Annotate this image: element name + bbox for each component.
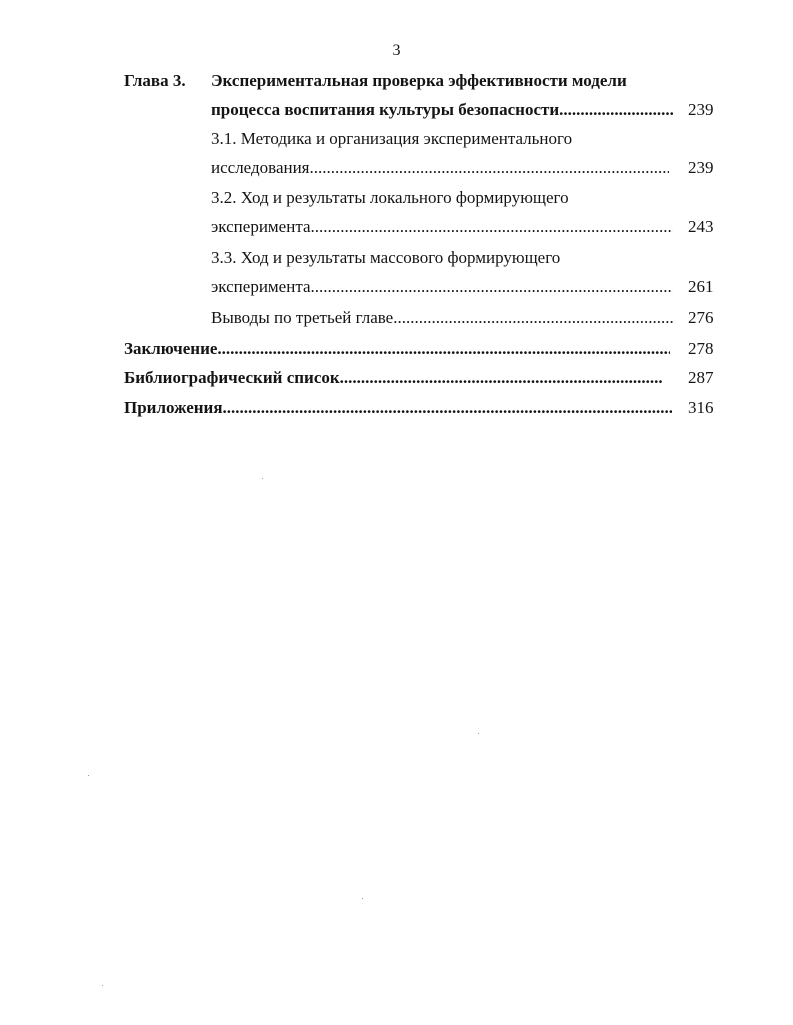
chapter-title-line2-text: процесса воспитания культуры безопасности: [211, 100, 560, 119]
scan-speck: [262, 478, 263, 479]
dot-leader: [311, 276, 673, 298]
scan-speck: [362, 898, 363, 899]
chapter-title-line1: Экспериментальная проверка эффективности модели: [211, 71, 627, 90]
section-3-3-line2-text: эксперимента: [211, 277, 311, 296]
appendices-text: Приложения: [124, 398, 223, 417]
conclusion-text: Заключение: [124, 339, 218, 358]
appendices-entry: [124, 397, 672, 419]
section-3-1-line2-text: исследования: [211, 158, 310, 177]
chapter-conclusion-text: Выводы по третьей главе: [211, 308, 394, 327]
dot-leader: [559, 99, 673, 121]
section-3-2-page: 243: [688, 217, 714, 236]
section-3-2-line2-text: эксперимента: [211, 217, 311, 236]
scan-speck: [478, 733, 479, 734]
bibliography-page: 287: [688, 368, 714, 387]
dot-leader: [217, 338, 670, 360]
chapter-label: Глава 3.: [124, 71, 186, 90]
section-3-1-line1: 3.1. Методика и организация экспериментального: [211, 129, 573, 148]
dot-leader: [310, 157, 669, 179]
chapter-title-line2: [211, 99, 673, 121]
page-number: 3: [392, 42, 401, 59]
section-3-3-line1: 3.3. Ход и результаты массового формирующего: [211, 248, 561, 267]
section-3-3-line2: [211, 276, 673, 298]
dot-leader: [311, 216, 673, 238]
chapter-conclusion-page: 276: [688, 308, 714, 327]
conclusion-entry: [124, 338, 670, 360]
dot-leader: [393, 307, 673, 329]
section-3-1-line2: [211, 157, 669, 179]
dot-leader: [340, 367, 662, 389]
scan-speck: [102, 985, 103, 986]
section-3-2-line2: [211, 216, 673, 238]
chapter-page: 239: [688, 100, 714, 119]
conclusion-page: 278: [688, 339, 714, 358]
section-3-2-line1: 3.2. Ход и результаты локального формирующего: [211, 188, 569, 207]
scan-speck: [88, 775, 89, 776]
dot-leader: [223, 397, 672, 419]
bibliography-text: Библиографический список: [124, 368, 340, 387]
section-3-3-page: 261: [688, 277, 714, 296]
section-3-1-page: 239: [688, 158, 714, 177]
bibliography-entry: [124, 367, 662, 389]
appendices-page: 316: [688, 398, 714, 417]
chapter-conclusion: [211, 307, 673, 329]
